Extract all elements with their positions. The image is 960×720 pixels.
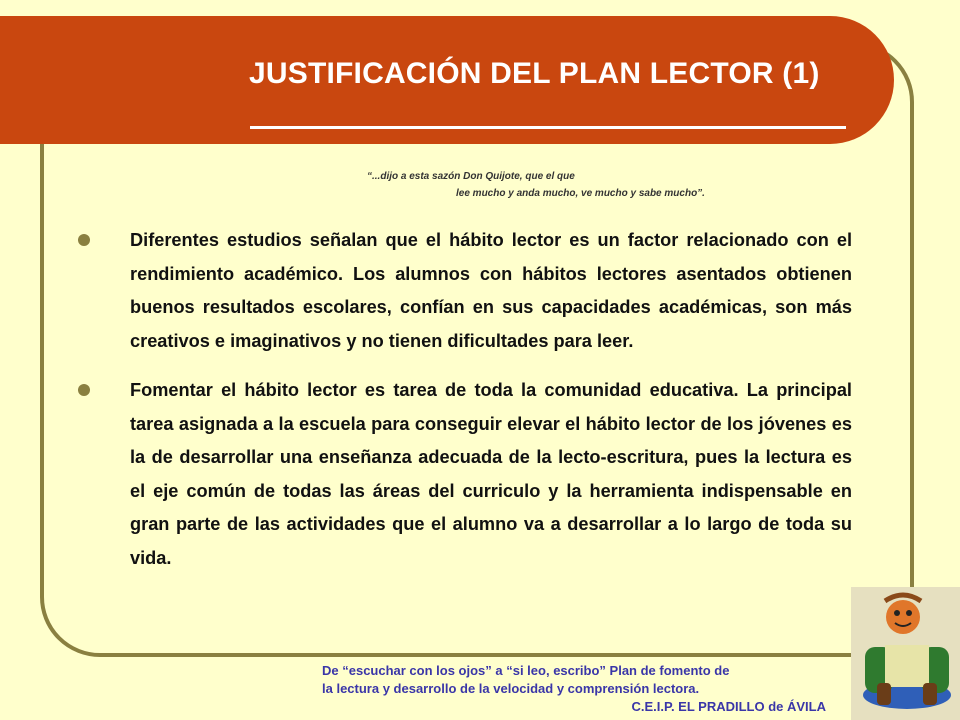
bullet-item [76,374,852,575]
footer-school: C.E.I.P. EL PRADILLO de ÁVILA [631,699,826,714]
bullet-dot-icon [78,234,90,246]
bullet-list [76,224,852,591]
reading-child-photo [851,587,960,720]
title-underline [250,126,846,129]
slide-title: JUSTIFICACIÓN DEL PLAN LECTOR (1) [249,57,820,90]
bullet-text: Fomentar el hábito lector es tarea de toda la comunidad educativa. La principal tarea asignada a la escuela para conseguir elevar el hábito lector de los jóvenes es la de desarrollar una enseñanza adecuada de la lecto-escritura, pues la lectura es el eje común de todas las áreas del curriculo y la herramienta indispensable en gran parte de las actividades que el alumno va a desarrollar a lo largo de toda su vida. [130,380,852,568]
bullet-item [76,224,852,358]
bullet-text: Diferentes estudios señalan que el hábito lector es un factor relacionado con el rendimiento académico. Los alumnos con hábitos lectores asentados obtienen buenos resultados escolares, confían en sus capacidades académicas, son más creativos e imaginativos y no tienen dificultades para leer. [130,230,852,351]
footer-credit [322,662,830,716]
reading-child-illustration-icon [851,587,960,720]
quote-line-1: “...dijo a esta sazón Don Quijote, que el que [367,171,575,182]
quote-line-2: lee mucho y anda mucho, ve mucho y sabe mucho”. [456,188,705,199]
footer-line-1: De “escuchar con los ojos” a “si leo, escribo” Plan de fomento de [322,663,730,678]
bullet-dot-icon [78,384,90,396]
footer-line-2: la lectura y desarrollo de la velocidad y comprensión lectora. [322,681,700,696]
